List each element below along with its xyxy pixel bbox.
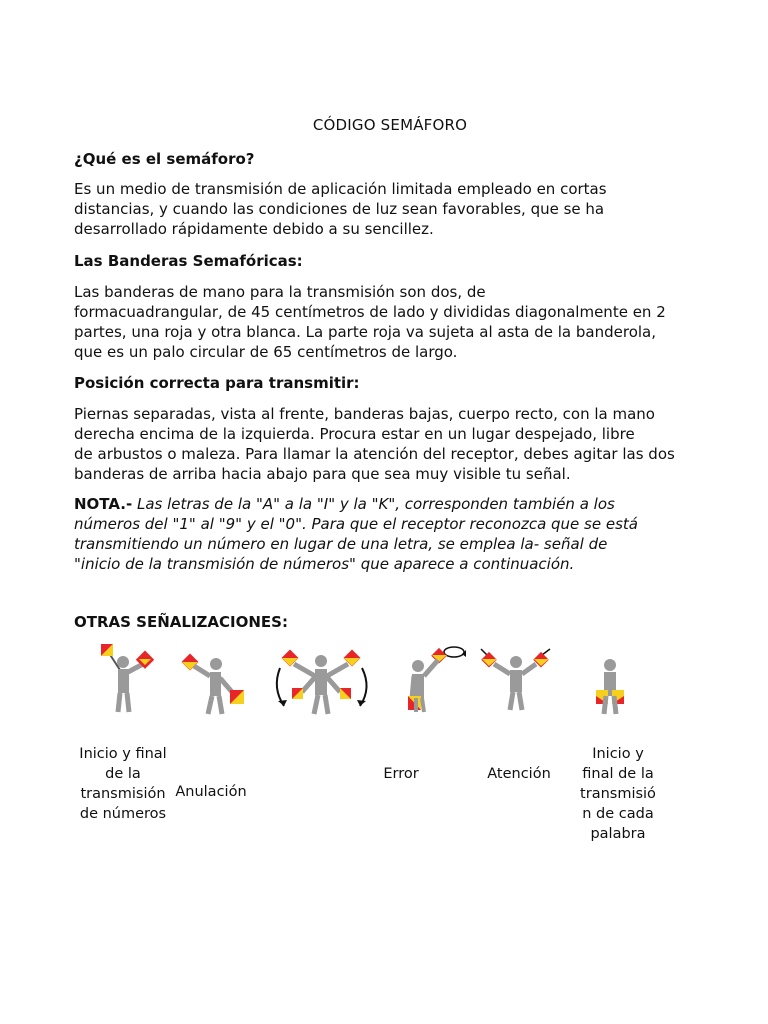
paragraph-line: partes, una roja y otra blanca. La parte roja va sujeta al asta de la banderola, xyxy=(74,323,656,341)
caption-line: Inicio y final xyxy=(79,746,167,762)
page-title: CÓDIGO SEMÁFORO xyxy=(312,116,468,134)
paragraph-line: desarrollado rápidamente debido a su sencillez. xyxy=(74,220,434,238)
caption-line: de la xyxy=(105,766,141,782)
caption-line: transmisión xyxy=(80,786,166,802)
paragraph-line: que es un palo circular de 65 centímetros de largo. xyxy=(74,343,458,361)
semaphore-figure-cancel-icon xyxy=(178,648,248,718)
heading-flags: Las Banderas Semafóricas: xyxy=(74,252,303,270)
heading-position: Posición correcta para transmitir: xyxy=(74,374,360,392)
paragraph-line: de arbustos o maleza. Para llamar la atención del receptor, debes agitar las dos xyxy=(74,445,675,463)
paragraph-line: Es un medio de transmisión de aplicación limitada empleado en cortas xyxy=(74,180,607,198)
caption-line: de números xyxy=(79,806,167,822)
note-line: "inicio de la transmisión de números" que aparece a continuación. xyxy=(74,555,575,573)
paragraph-line: derecha encima de la izquierda. Procura estar en un lugar despejado, libre xyxy=(74,425,635,443)
caption-line: transmisió xyxy=(580,786,656,802)
note-line: transmitiendo un número en lugar de una letra, se emplea la- señal de xyxy=(74,535,608,553)
caption-numbers xyxy=(70,744,176,824)
caption-word xyxy=(574,744,662,844)
caption-line: n de cada xyxy=(582,806,654,822)
semaphore-figure-error-icon xyxy=(404,642,474,714)
note-label: NOTA.- xyxy=(74,495,133,513)
semaphore-figure-attention-icon xyxy=(478,646,554,712)
caption-line: Anulación xyxy=(175,784,247,800)
paragraph-line: Piernas separadas, vista al frente, banderas bajas, cuerpo recto, con la mano xyxy=(74,405,655,423)
note-text: Las letras de la "A" a la "I" y la "K", corresponden también a los xyxy=(132,495,615,513)
paragraph-flags xyxy=(74,282,704,362)
caption-error xyxy=(372,764,430,784)
paragraph-line: distancias, y cuando las condiciones de luz sean favorables, que se ha xyxy=(74,200,605,218)
semaphore-figure-word-icon xyxy=(590,656,630,716)
caption-line: final de la xyxy=(582,766,654,782)
paragraph-line: formacuadrangular, de 45 centímetros de lado y divididas diagonalmente en 2 xyxy=(74,303,666,321)
caption-cancel xyxy=(172,782,250,802)
semaphore-figure-numbers-icon xyxy=(95,642,165,717)
caption-line: palabra xyxy=(590,826,646,842)
paragraph-position xyxy=(74,404,704,484)
note-line: números del "1" al "9" y el "0". Para que el receptor reconozca que se está xyxy=(74,515,638,533)
caption-line: Inicio y xyxy=(592,746,644,762)
note-line xyxy=(74,494,704,514)
caption-attention xyxy=(480,764,558,784)
semaphore-figure-wave-icon xyxy=(270,648,375,720)
paragraph-line: banderas de arriba hacia abajo para que sea muy visible tu señal. xyxy=(74,465,571,483)
paragraph-what-is xyxy=(74,179,704,239)
heading-what-is: ¿Qué es el semáforo? xyxy=(74,150,255,168)
caption-line: Error xyxy=(383,766,419,782)
paragraph-line: Las banderas de mano para la transmisión son dos, de xyxy=(74,283,486,301)
heading-other-signals: OTRAS SEÑALIZACIONES: xyxy=(74,613,288,631)
note-paragraph xyxy=(74,494,704,574)
caption-line: Atención xyxy=(487,766,551,782)
